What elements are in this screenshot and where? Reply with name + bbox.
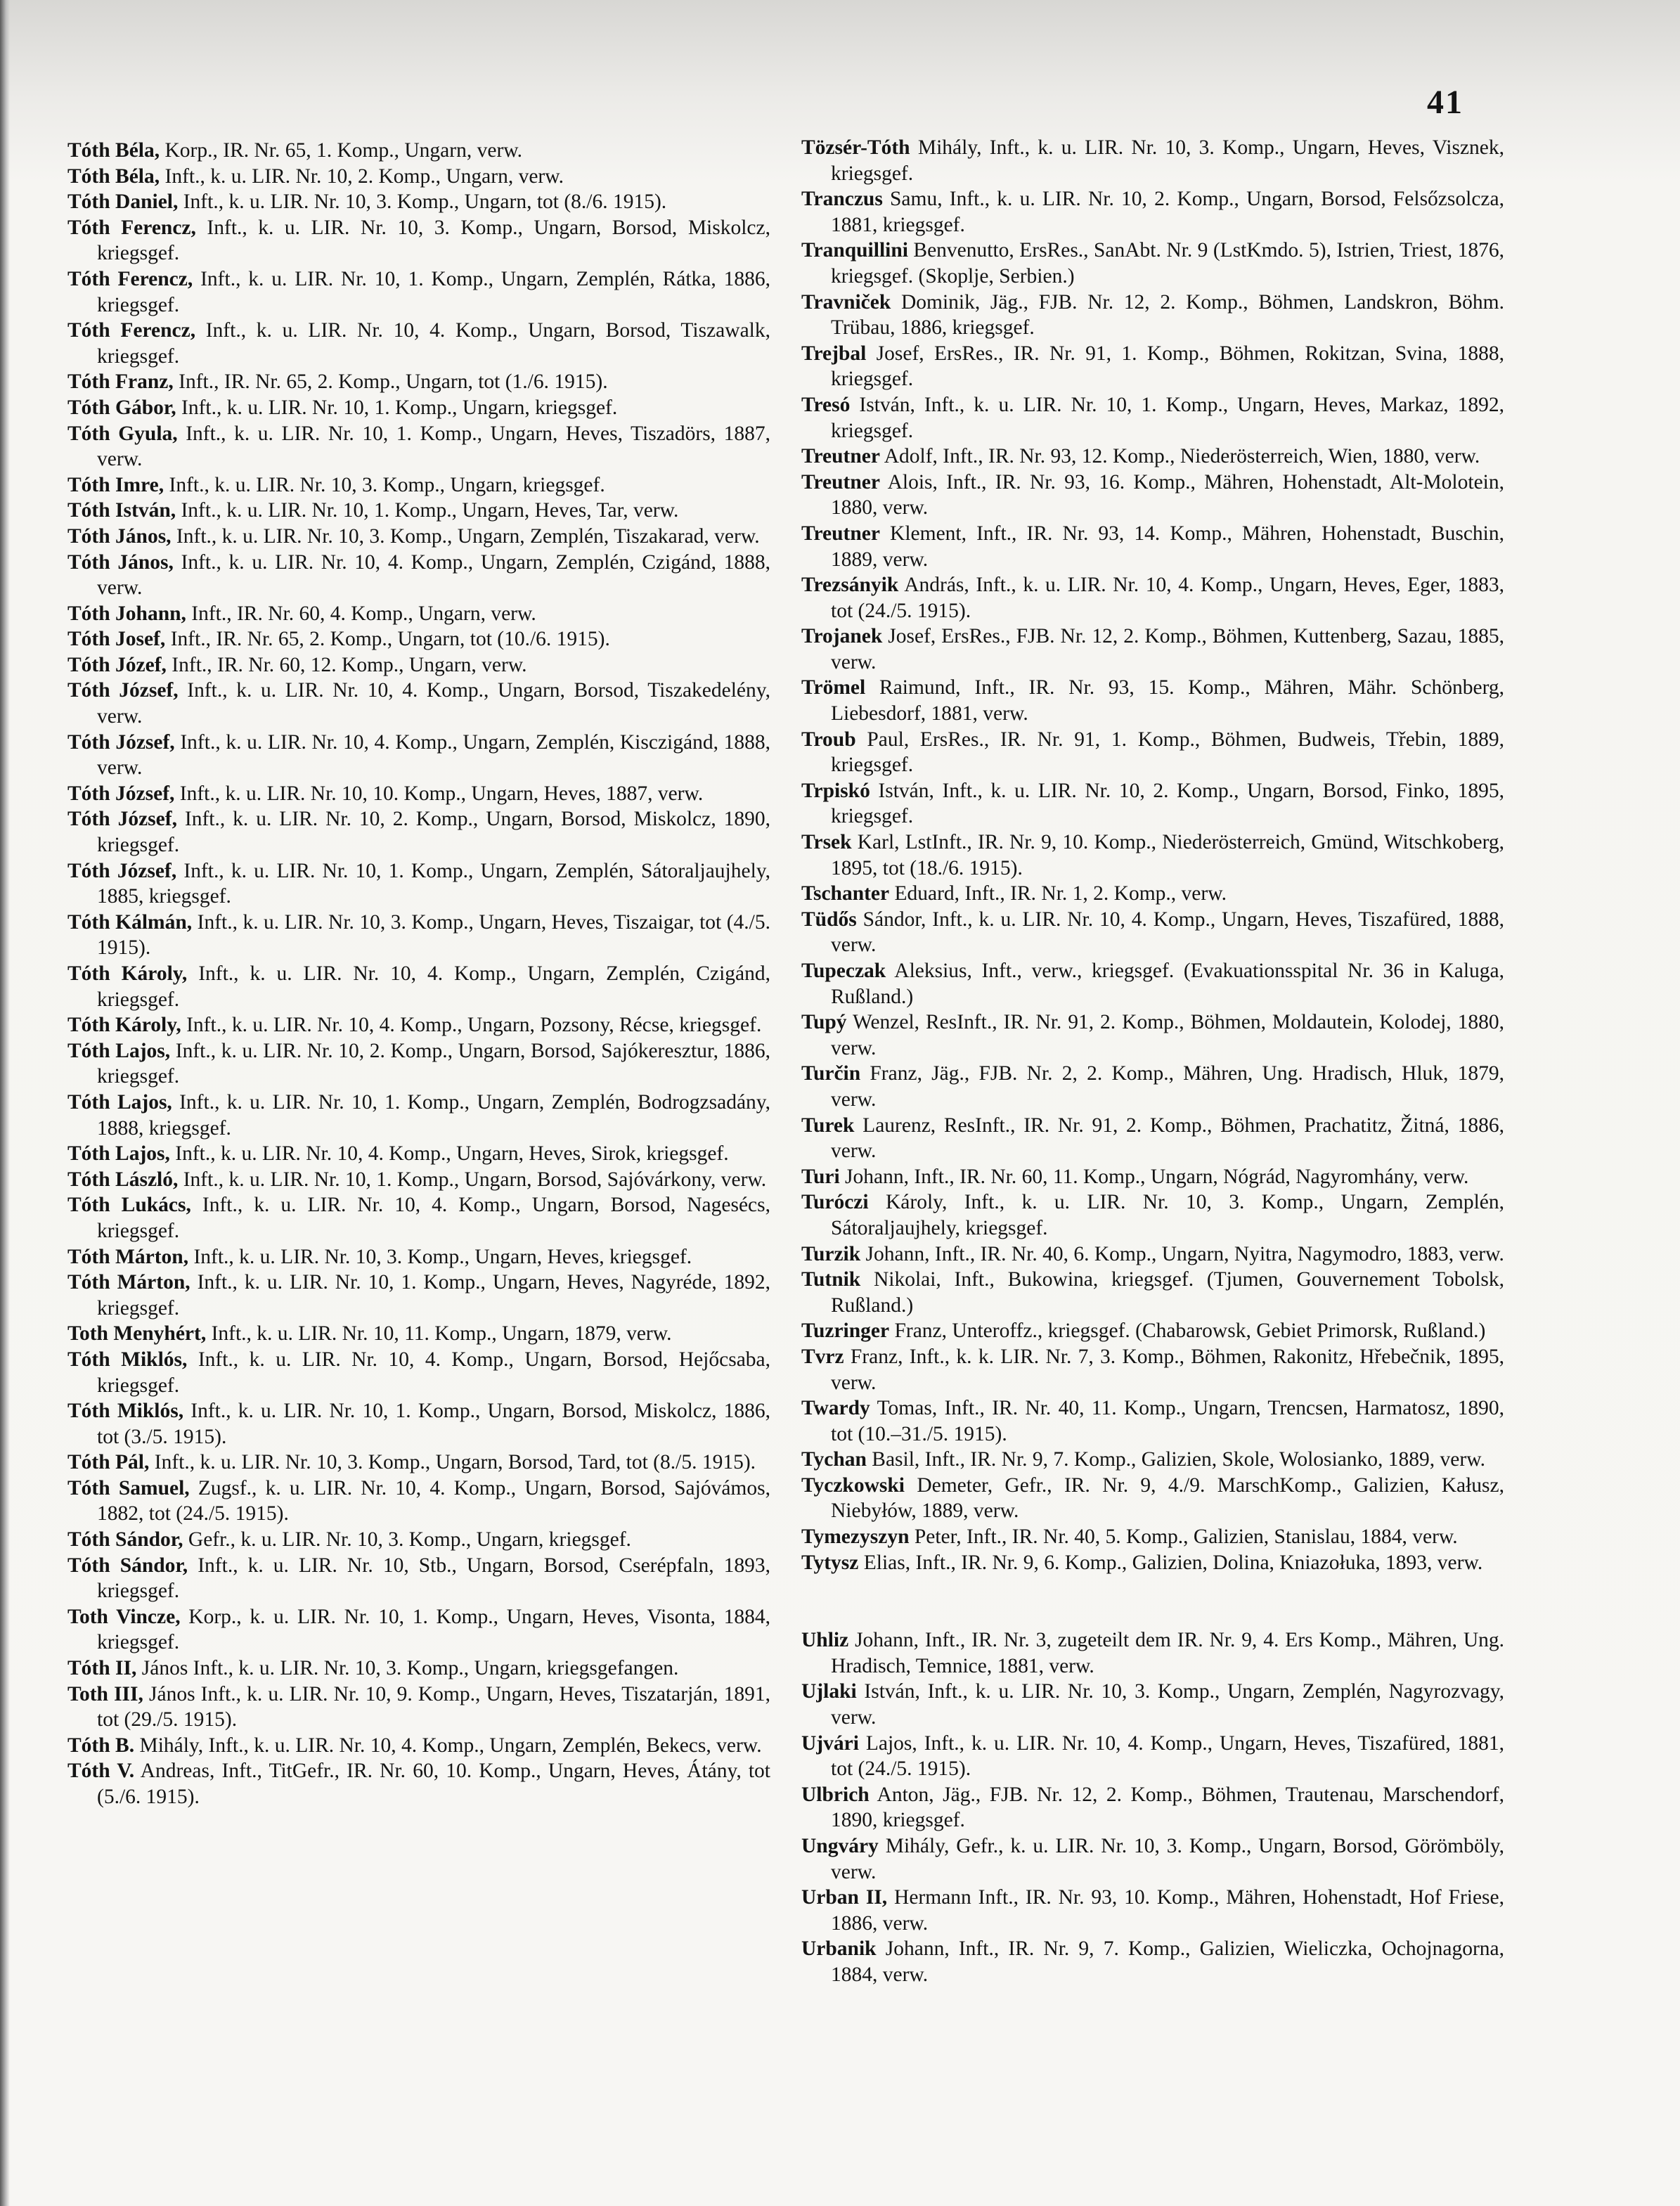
entry-surname: Trejbal	[801, 342, 867, 365]
entry-surname: Tóth Daniel,	[67, 191, 179, 214]
entry-surname: Tóth Józef,	[67, 653, 167, 676]
entry-surname: Tóth Sándor,	[67, 1528, 183, 1552]
list-entry	[67, 1090, 770, 1141]
list-entry	[801, 1679, 1504, 1730]
entry-details: Inft., k. u. LIR. Nr. 10, 11. Komp., Ungarn, 1879, verw.	[206, 1322, 672, 1346]
entry-details: Hermann Inft., IR. Nr. 93, 10. Komp., Mähren, Hohenstadt, Hof Friese, 1886, verw.	[831, 1886, 1505, 1935]
entry-details: Inft., k. u. LIR. Nr. 10, 1. Komp., Ungarn, Heves, Tiszadörs, 1887, verw.	[97, 422, 770, 471]
list-entry	[67, 1398, 770, 1450]
list-entry	[67, 1527, 770, 1553]
list-entry	[801, 186, 1504, 238]
entry-details: Basil, Inft., IR. Nr. 9, 7. Komp., Galizien, Skole, Wolosianko, 1889, verw.	[866, 1448, 1485, 1471]
entry-surname: Tóth Márton,	[67, 1245, 189, 1268]
entry-surname: Ungváry	[801, 1835, 879, 1857]
entry-details: Inft., k. u. LIR. Nr. 10, 4. Komp., Ungarn, Borsod, Tiszawalk, kriegsgef.	[97, 319, 770, 368]
list-entry	[801, 1524, 1504, 1550]
entry-details: Inft., k. u. LIR. Nr. 10, 4. Komp., Ungarn, Pozsony, Récse, kriegsgef.	[181, 1014, 762, 1037]
entry-surname: Turóczi	[801, 1191, 869, 1214]
entry-details: Alois, Inft., IR. Nr. 93, 16. Komp., Mähren, Hohenstadt, Alt-Molotein, 1880, verw.	[831, 470, 1504, 520]
list-entry	[801, 1189, 1504, 1241]
entry-surname: Tóth Károly,	[67, 1014, 181, 1037]
entry-details: Inft., k. u. LIR. Nr. 10, 3. Komp., Ungarn, Heves, Tiszaigar, tot (4./5. 1915).	[97, 910, 770, 960]
list-entry	[801, 675, 1504, 726]
list-entry	[801, 341, 1504, 392]
list-entry	[801, 1782, 1504, 1833]
entry-surname: Tóth Josef,	[67, 628, 166, 651]
entry-details: Korp., k. u. LIR. Nr. 10, 1. Komp., Ungarn, Heves, Visonta, 1884, kriegsgef.	[97, 1605, 770, 1654]
entry-details: Johann, Inft., IR. Nr. 40, 6. Komp., Ungarn, Nyitra, Nagymodro, 1883, verw.	[860, 1242, 1504, 1265]
entry-surname: Tóth Ferencz,	[67, 267, 193, 290]
list-entry	[67, 164, 770, 190]
entry-details: Inft., k. u. LIR. Nr. 10, 1. Komp., Ungarn, Heves, Nagyréde, 1892, kriegsgef.	[97, 1271, 771, 1320]
entry-details: Inft., k. u. LIR. Nr. 10, 3. Komp., Ungarn, Borsod, Miskolcz, kriegsgef.	[97, 216, 770, 265]
entry-surname: Tupý	[801, 1011, 847, 1034]
entry-surname: Tvrz	[801, 1345, 844, 1368]
entry-details: Johann, Inft., IR. Nr. 3, zugeteilt dem IR. Nr. 9, 4. Ers Komp., Mähren, Ung. Hradisch, Temnice, 1881, verw.	[831, 1629, 1504, 1677]
list-entry	[801, 1833, 1504, 1885]
list-entry	[67, 858, 770, 910]
list-entry	[801, 958, 1504, 1010]
entry-surname: Treutner	[801, 445, 880, 468]
entry-details: Inft., k. u. LIR. Nr. 10, 1. Komp., Ungarn, Heves, Tar, verw.	[176, 499, 679, 522]
list-entry	[67, 1347, 770, 1398]
entry-details: Raimund, Inft., IR. Nr. 93, 15. Komp., Mähren, Mähr. Schönberg, Liebesdorf, 1881, verw.	[831, 676, 1504, 725]
list-entry	[67, 1450, 770, 1476]
list-entry	[67, 498, 770, 524]
entry-surname: Tóth József,	[67, 782, 175, 805]
list-entry	[67, 910, 770, 961]
entry-surname: Ujlaki	[801, 1680, 857, 1703]
entry-details: János Inft., k. u. LIR. Nr. 10, 3. Komp., Ungarn, kriegsgefangen.	[136, 1657, 679, 1680]
entry-details: Johann, Inft., IR. Nr. 9, 7. Komp., Galizien, Wieliczka, Ochojnagorna, 1884, verw.	[831, 1937, 1504, 1986]
list-entry	[801, 907, 1504, 958]
entry-surname: Ulbrich	[801, 1783, 870, 1806]
entry-details: Inft., k. u. LIR. Nr. 10, 4. Komp., Ungarn, Borsod, Hejőcsaba, kriegsgef.	[97, 1348, 771, 1397]
list-entry	[67, 1141, 770, 1167]
list-entry	[67, 1192, 770, 1244]
entry-surname: Tranquillini	[801, 239, 908, 262]
entry-details: Inft., k. u. LIR. Nr. 10, 1. Komp., Ungarn, kriegsgef.	[176, 396, 618, 419]
entry-surname: Tupeczak	[801, 960, 886, 982]
entry-surname: Tóth József,	[67, 859, 177, 882]
entry-details: Károly, Inft., k. u. LIR. Nr. 10, 3. Komp., Ungarn, Zemplén, Sátoraljaujhely, kriegsgef.	[831, 1191, 1504, 1239]
list-entry	[801, 1550, 1504, 1576]
entry-details: Peter, Inft., IR. Nr. 40, 5. Komp., Galizien, Stanislau, 1884, verw.	[909, 1526, 1458, 1549]
entry-surname: Tóth Pál,	[67, 1451, 150, 1474]
list-entry	[67, 1682, 770, 1733]
list-entry	[801, 727, 1504, 778]
list-entry	[801, 1010, 1504, 1061]
list-entry	[67, 678, 770, 729]
list-entry	[801, 1344, 1504, 1395]
list-entry	[67, 806, 770, 858]
entry-surname: Tóth Lajos,	[67, 1039, 171, 1062]
entry-details: Franz, Jäg., FJB. Nr. 2, 2. Komp., Mähren, Ung. Hradisch, Hluk, 1879, verw.	[831, 1062, 1504, 1111]
entry-details: Adolf, Inft., IR. Nr. 93, 12. Komp., Niederösterreich, Wien, 1880, verw.	[879, 445, 1480, 468]
entry-details: Mihály, Inft., k. u. LIR. Nr. 10, 4. Komp., Ungarn, Zemplén, Bekecs, verw.	[134, 1734, 762, 1757]
list-entry	[801, 238, 1504, 289]
list-entry	[67, 1167, 770, 1193]
entry-details: Inft., k. u. LIR. Nr. 10, 2. Komp., Ungarn, verw.	[160, 165, 564, 188]
list-entry	[801, 1885, 1504, 1936]
entry-surname: Travniček	[801, 290, 891, 314]
entry-surname: Tóth József,	[67, 679, 179, 702]
entry-surname: Tóth Ferencz,	[67, 319, 196, 342]
list-entry	[801, 1936, 1504, 1987]
list-entry	[801, 1061, 1504, 1112]
entry-details: Elias, Inft., IR. Nr. 9, 6. Komp., Galizien, Dolina, Kniazołuka, 1893, verw.	[858, 1551, 1483, 1574]
entry-surname: Tóth József,	[67, 808, 177, 831]
entry-surname: Tóth Lukács,	[67, 1194, 191, 1217]
entry-surname: Tóth Sándor,	[67, 1554, 188, 1577]
entry-surname: Toth Vincze,	[67, 1605, 181, 1628]
list-entry	[801, 1627, 1504, 1679]
entry-surname: Tóth János,	[67, 524, 172, 548]
entry-details: Inft., k. u. LIR. Nr. 10, 3. Komp., Ungarn, Zemplén, Tiszakarad, verw.	[171, 524, 760, 548]
entry-details: István, Inft., k. u. LIR. Nr. 10, 3. Komp., Ungarn, Zemplén, Nagyrozvagy, verw.	[831, 1680, 1504, 1729]
entry-details: Inft., k. u. LIR. Nr. 10, 1. Komp., Ungarn, Zemplén, Sátoraljaujhely, 1885, kriegsgef.	[97, 859, 770, 908]
entry-surname: Tóth II,	[67, 1657, 137, 1680]
entry-surname: Tranczus	[801, 188, 883, 211]
list-entry	[801, 881, 1504, 907]
entry-surname: Turi	[801, 1165, 840, 1188]
list-entry	[67, 472, 770, 498]
list-entry	[801, 1318, 1504, 1344]
entry-details: Franz, Unteroffz., kriegsgef. (Chabarowsk, Gebiet Primorsk, Rußland.)	[889, 1320, 1486, 1343]
entry-details: Josef, ErsRes., FJB. Nr. 12, 2. Komp., Böhmen, Kuttenberg, Sazau, 1885, verw.	[831, 625, 1504, 673]
list-entry	[801, 392, 1504, 444]
entry-details: Inft., k. u. LIR. Nr. 10, 4. Komp., Ungarn, Zemplén, Czigánd, kriegsgef.	[97, 962, 770, 1011]
entry-surname: Tschanter	[801, 882, 890, 905]
entry-surname: Twardy	[801, 1397, 870, 1420]
right-column	[801, 135, 1504, 1988]
entry-details: Inft., IR. Nr. 65, 2. Komp., Ungarn, tot (10./6. 1915).	[165, 628, 610, 651]
list-entry	[801, 290, 1504, 341]
entry-surname: Treutner	[801, 522, 880, 545]
entry-surname: Tóth Ferencz,	[67, 216, 196, 239]
list-entry	[801, 1731, 1504, 1782]
list-entry	[801, 1241, 1504, 1268]
entry-surname: Tóth Márton,	[67, 1271, 190, 1294]
entry-details: Inft., IR. Nr. 60, 4. Komp., Ungarn, verw.	[186, 602, 536, 625]
list-entry	[801, 1395, 1504, 1447]
entry-surname: Toth Menyhért,	[67, 1322, 207, 1346]
entry-details: Inft., k. u. LIR. Nr. 10, 3. Komp., Ungarn, Heves, kriegsgef.	[188, 1245, 692, 1268]
entry-details: Inft., IR. Nr. 65, 2. Komp., Ungarn, tot (1./6. 1915).	[173, 370, 608, 394]
entry-surname: Tymezyszyn	[801, 1526, 910, 1549]
list-entry	[801, 1113, 1504, 1164]
entry-details: János Inft., k. u. LIR. Nr. 10, 9. Komp., Ungarn, Heves, Tiszatarján, 1891, tot (29./5. 1915).	[97, 1682, 771, 1731]
entry-surname: Tóth Gyula,	[67, 422, 178, 445]
list-entry	[67, 550, 770, 601]
entry-details: Anton, Jäg., FJB. Nr. 12, 2. Komp., Böhmen, Trautenau, Marschendorf, 1890, kriegsgef.	[831, 1783, 1504, 1832]
entry-surname: Tóth Franz,	[67, 370, 174, 394]
entry-details: Sándor, Inft., k. u. LIR. Nr. 10, 4. Komp., Ungarn, Heves, Tiszafüred, 1888, verw.	[831, 908, 1504, 957]
binding-shadow	[0, 0, 10, 2206]
entry-surname: Trezsányik	[801, 574, 899, 597]
entry-surname: Turčin	[801, 1062, 861, 1085]
entry-details: Gefr., k. u. LIR. Nr. 10, 3. Komp., Ungarn, kriegsgef.	[183, 1528, 631, 1552]
entry-details: Karl, LstInft., IR. Nr. 9, 10. Komp., Niederösterreich, Gmünd, Witschkoberg, 1895, tot (18./6. 1915).	[831, 831, 1504, 879]
list-entry	[67, 1758, 770, 1810]
entry-surname: Tytysz	[801, 1551, 859, 1574]
list-entry	[67, 1012, 770, 1038]
entry-surname: Tóth Lajos,	[67, 1142, 170, 1166]
list-entry	[67, 1656, 770, 1682]
entry-surname: Tüdős	[801, 908, 857, 931]
section-gap	[801, 1575, 1504, 1627]
entry-details: Inft., k. u. LIR. Nr. 10, 4. Komp., Ungarn, Zemplén, Kisczigánd, 1888, verw.	[97, 730, 770, 780]
entry-surname: Tóth János,	[67, 550, 174, 574]
list-entry	[67, 1733, 770, 1759]
entry-details: Klement, Inft., IR. Nr. 93, 14. Komp., Mähren, Hohenstadt, Buschin, 1889, verw.	[831, 522, 1504, 571]
entry-details: Johann, Inft., IR. Nr. 60, 11. Komp., Ungarn, Nógrád, Nagyromhány, verw.	[839, 1165, 1469, 1188]
entry-details: Josef, ErsRes., IR. Nr. 91, 1. Komp., Böhmen, Rokitzan, Svina, 1888, kriegsgef.	[831, 342, 1504, 391]
entry-surname: Tóth Imre,	[67, 473, 164, 496]
entry-surname: Tutnik	[801, 1268, 861, 1291]
list-entry	[67, 524, 770, 550]
list-entry	[67, 395, 770, 421]
entry-details: András, Inft., k. u. LIR. Nr. 10, 4. Komp., Ungarn, Heves, Eger, 1883, tot (24./5. 1915).	[831, 574, 1504, 622]
list-entry	[801, 624, 1504, 675]
entry-surname: Tóth V.	[67, 1760, 135, 1783]
entry-surname: Tóth Károly,	[67, 962, 188, 985]
entry-details: Inft., k. u. LIR. Nr. 10, 1. Komp., Ungarn, Borsod, Sajóvárkony, verw.	[178, 1168, 767, 1191]
list-entry	[801, 572, 1504, 624]
list-entry	[801, 1447, 1504, 1473]
entry-details: Inft., k. u. LIR. Nr. 10, 1. Komp., Ungarn, Zemplén, Rátka, 1886, kriegsgef.	[97, 267, 770, 316]
list-entry	[67, 1321, 770, 1347]
entry-surname: Turzik	[801, 1242, 861, 1265]
entry-details: Inft., k. u. LIR. Nr. 10, 10. Komp., Ungarn, Heves, 1887, verw.	[174, 782, 704, 805]
list-entry	[801, 1164, 1504, 1190]
entry-surname: Tóth Gábor,	[67, 396, 176, 419]
entry-surname: Trpiskó	[801, 779, 870, 802]
entry-details: Inft., k. u. LIR. Nr. 10, 2. Komp., Ungarn, Borsod, Sajókeresztur, 1886, kriegsgef.	[97, 1039, 771, 1088]
list-entry	[67, 1476, 770, 1527]
list-entry	[67, 189, 770, 215]
list-entry	[67, 1604, 770, 1656]
list-entry	[801, 1473, 1504, 1524]
entry-details: Inft., k. u. LIR. Nr. 10, 4. Komp., Ungarn, Borsod, Nagesécs, kriegsgef.	[97, 1194, 770, 1242]
entry-details: Benvenutto, ErsRes., SanAbt. Nr. 9 (LstKmdo. 5), Istrien, Triest, 1876, kriegsgef. (Skoplje, Serbien.)	[831, 239, 1504, 288]
entry-details: Mihály, Inft., k. u. LIR. Nr. 10, 3. Komp., Ungarn, Heves, Visznek, kriegsgef.	[831, 136, 1504, 185]
list-entry	[67, 138, 770, 164]
entry-surname: Tóth Kálmán,	[67, 910, 193, 934]
list-entry	[67, 1038, 770, 1090]
list-entry	[801, 778, 1504, 830]
list-entry	[67, 318, 770, 369]
entry-surname: Tychan	[801, 1448, 867, 1471]
entry-surname: Tóth József,	[67, 730, 175, 754]
list-entry	[67, 421, 770, 472]
entry-details: Inft., k. u. LIR. Nr. 10, 3. Komp., Ungarn, Borsod, Tard, tot (8./5. 1915).	[149, 1451, 756, 1474]
entry-details: István, Inft., k. u. LIR. Nr. 10, 1. Komp., Ungarn, Heves, Markaz, 1892, kriegsgef.	[831, 393, 1504, 442]
list-entry	[801, 135, 1504, 186]
entry-details: Paul, ErsRes., IR. Nr. 91, 1. Komp., Böhmen, Budweis, Třebin, 1889, kriegsgef.	[831, 728, 1504, 777]
entry-details: Andreas, Inft., TitGefr., IR. Nr. 60, 10. Komp., Ungarn, Heves, Átány, tot (5./6. 1915).	[97, 1760, 770, 1808]
entry-surname: Troub	[801, 728, 856, 751]
entry-details: Nikolai, Inft., Bukowina, kriegsgef. (Tjumen, Gouvernement Tobolsk, Rußland.)	[831, 1268, 1504, 1317]
entry-details: István, Inft., k. u. LIR. Nr. 10, 2. Komp., Ungarn, Borsod, Finko, 1895, kriegsgef.	[831, 779, 1504, 828]
entry-details: Inft., k. u. LIR. Nr. 10, 1. Komp., Ungarn, Zemplén, Bodrogzsadány, 1888, kriegsgef.	[97, 1090, 770, 1140]
entry-surname: Uhliz	[801, 1629, 849, 1652]
entry-surname: Tóth Béla,	[67, 139, 160, 162]
entry-surname: Tresó	[801, 393, 851, 416]
list-entry	[67, 601, 770, 627]
list-entry	[67, 961, 770, 1012]
entry-details: Wenzel, ResInft., IR. Nr. 91, 2. Komp., Böhmen, Moldautein, Kolodej, 1880, verw.	[831, 1011, 1504, 1059]
list-entry	[67, 781, 770, 807]
list-entry	[67, 1553, 770, 1604]
entry-details: Eduard, Inft., IR. Nr. 1, 2. Komp., verw.	[889, 882, 1227, 905]
entry-surname: Tóth Miklós,	[67, 1348, 188, 1371]
list-entry	[801, 470, 1504, 521]
entry-surname: Tyczkowski	[801, 1473, 905, 1497]
entry-surname: Tóth B.	[67, 1734, 135, 1757]
list-entry	[67, 626, 770, 652]
entry-details: Korp., IR. Nr. 65, 1. Komp., Ungarn, verw.	[160, 139, 523, 162]
entry-surname: Urbanik	[801, 1937, 877, 1961]
list-entry	[67, 369, 770, 395]
list-entry	[801, 521, 1504, 572]
list-entry	[67, 266, 770, 318]
page-number: 41	[1427, 84, 1463, 121]
list-entry	[801, 444, 1504, 470]
list-entry	[67, 652, 770, 678]
entry-surname: Tóth László,	[67, 1168, 179, 1191]
entry-surname: Toth III,	[67, 1682, 143, 1705]
entry-surname: Treutner	[801, 470, 880, 494]
entry-surname: Urban II,	[801, 1886, 888, 1909]
entry-surname: Trömel	[801, 676, 866, 699]
entry-details: Samu, Inft., k. u. LIR. Nr. 10, 2. Komp., Ungarn, Borsod, Felsőzsolcza, 1881, kriegsgef.	[831, 188, 1504, 236]
entry-surname: Tóth István,	[67, 499, 176, 522]
entry-details: Inft., k. u. LIR. Nr. 10, 4. Komp., Ungarn, Borsod, Tiszakedelény, verw.	[97, 679, 770, 728]
entry-details: Aleksius, Inft., verw., kriegsgef. (Evakuationsspital Nr. 36 in Kaluga, Rußland.)	[831, 960, 1504, 1008]
list-entry	[67, 215, 770, 266]
entry-surname: Tóth Lajos,	[67, 1090, 172, 1114]
entry-details: Inft., k. u. LIR. Nr. 10, 4. Komp., Ungarn, Zemplén, Czigánd, 1888, verw.	[97, 550, 771, 600]
entry-details: Demeter, Gefr., IR. Nr. 9, 4./9. MarschKomp., Galizien, Kałusz, Niebyłów, 1889, verw.	[831, 1473, 1504, 1523]
list-entry	[67, 1244, 770, 1270]
entry-details: Inft., k. u. LIR. Nr. 10, 3. Komp., Ungarn, tot (8./6. 1915).	[178, 191, 667, 214]
entry-details: Inft., k. u. LIR. Nr. 10, Stb., Ungarn, Borsod, Cserépfaln, 1893, kriegsgef.	[97, 1554, 770, 1603]
entry-details: Laurenz, ResInft., IR. Nr. 91, 2. Komp., Böhmen, Prachatitz, Žitná, 1886, verw.	[831, 1114, 1504, 1163]
entry-surname: Trsek	[801, 831, 852, 854]
entry-details: Inft., k. u. LIR. Nr. 10, 1. Komp., Ungarn, Borsod, Miskolcz, 1886, tot (3./5. 1915).	[97, 1400, 770, 1448]
list-entry	[801, 830, 1504, 881]
entry-details: Mihály, Gefr., k. u. LIR. Nr. 10, 3. Komp., Ungarn, Borsod, Görömböly, verw.	[831, 1835, 1504, 1883]
entry-details: Tomas, Inft., IR. Nr. 40, 11. Komp., Ungarn, Trencsen, Harmatosz, 1890, tot (10.–31./5. 1915).	[831, 1397, 1504, 1445]
entry-surname: Turek	[801, 1114, 855, 1137]
entry-details: Inft., k. u. LIR. Nr. 10, 2. Komp., Ungarn, Borsod, Miskolcz, 1890, kriegsgef.	[97, 808, 771, 857]
entry-details: Lajos, Inft., k. u. LIR. Nr. 10, 4. Komp., Ungarn, Heves, Tiszafüred, 1881, tot (24./5. 1915).	[831, 1731, 1504, 1781]
list-entry	[67, 1270, 770, 1321]
left-column	[67, 138, 770, 1810]
entry-details: Inft., k. u. LIR. Nr. 10, 4. Komp., Ungarn, Heves, Sirok, kriegsgef.	[169, 1142, 729, 1166]
entry-surname: Tuzringer	[801, 1320, 890, 1343]
entry-surname: Tóth Samuel,	[67, 1476, 190, 1499]
entry-details: Inft., k. u. LIR. Nr. 10, 3. Komp., Ungarn, kriegsgef.	[164, 473, 605, 496]
list-entry	[67, 730, 770, 781]
entry-details: Franz, Inft., k. k. LIR. Nr. 7, 3. Komp., Böhmen, Rakonitz, Hřebečnik, 1895, verw.	[831, 1345, 1504, 1394]
entry-details: Inft., IR. Nr. 60, 12. Komp., Ungarn, verw.	[166, 653, 527, 676]
entry-surname: Tóth Miklós,	[67, 1400, 184, 1423]
entry-surname: Tözsér-Tóth	[801, 136, 910, 159]
entry-surname: Tóth Béla,	[67, 165, 160, 188]
list-entry	[801, 1267, 1504, 1318]
entry-surname: Tóth Johann,	[67, 602, 186, 625]
entry-surname: Trojanek	[801, 625, 883, 648]
entry-details: Dominik, Jäg., FJB. Nr. 12, 2. Komp., Böhmen, Landskron, Böhm. Trübau, 1886, kriegsgef.	[831, 290, 1504, 340]
entry-surname: Ujvári	[801, 1731, 859, 1755]
entry-details: Zugsf., k. u. LIR. Nr. 10, 4. Komp., Ungarn, Borsod, Sajóvámos, 1882, tot (24./5. 1915).	[97, 1476, 770, 1526]
